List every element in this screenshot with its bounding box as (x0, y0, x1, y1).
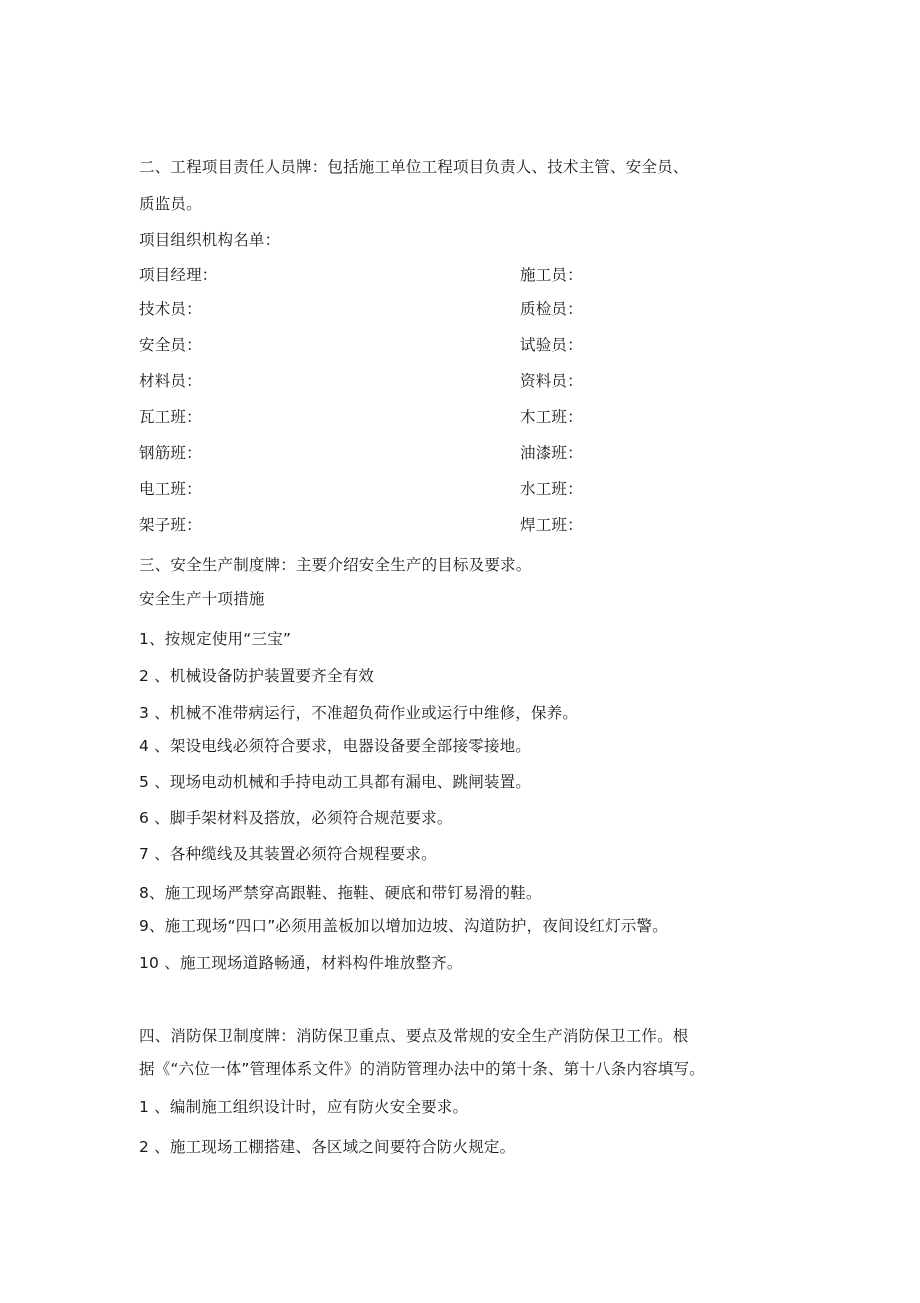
section3-heading: 三、安全生产制度牌：主要介绍安全生产的目标及要求。 (139, 556, 532, 574)
roster-left-6: 电工班： (139, 480, 202, 498)
measure-item-2: 2 、机械设备防护装置要齐全有效 (139, 667, 374, 685)
section2-heading-line1: 二、工程项目责任人员牌：包括施工单位工程项目负责人、技术主管、安全员、 (139, 158, 689, 176)
roster-right-2: 试验员： (520, 336, 583, 354)
roster-left-0: 项目经理： (139, 266, 218, 284)
roster-right-4: 木工班： (520, 408, 583, 426)
measure-item-3: 3 、机械不准带病运行，不准超负荷作业或运行中维修，保养。 (139, 704, 579, 722)
section4-heading-line1: 四、消防保卫制度牌：消防保卫重点、要点及常规的安全生产消防保卫工作。根 (139, 1027, 689, 1045)
roster-left-7: 架子班： (139, 516, 202, 534)
roster-left-4: 瓦工班： (139, 408, 202, 426)
measure-item-9: 9、施工现场“四口”必须用盖板加以增加边坡、沟道防护，夜间设红灯示警。 (139, 917, 668, 935)
measure-item-6: 6 、脚手架材料及搭放，必须符合规范要求。 (139, 809, 453, 827)
roster-right-1: 质检员： (520, 300, 583, 318)
measure-item-8: 8、施工现场严禁穿高跟鞋、拖鞋、硬底和带钉易滑的鞋。 (139, 884, 542, 902)
measure-item-10: 10 、施工现场道路畅通，材料构件堆放整齐。 (139, 954, 463, 972)
measure-item-7: 7 、各种缆线及其装置必须符合规程要求。 (139, 845, 437, 863)
roster-right-3: 资料员： (520, 372, 583, 390)
roster-right-6: 水工班： (520, 480, 583, 498)
roster-left-1: 技术员： (139, 300, 202, 318)
measure-item-5: 5 、现场电动机械和手持电动工具都有漏电、跳闸装置。 (139, 773, 531, 791)
roster-title: 项目组织机构名单： (139, 231, 281, 249)
roster-right-7: 焊工班： (520, 516, 583, 534)
roster-left-2: 安全员： (139, 336, 202, 354)
roster-right-5: 油漆班： (520, 444, 583, 462)
measure-item-4: 4 、架设电线必须符合要求，电器设备要全部接零接地。 (139, 737, 531, 755)
section4-heading-line2: 据《“六位一体”管理体系文件》的消防管理办法中的第十条、第十八条内容填写。 (139, 1060, 705, 1078)
section2-heading-line2: 质监员。 (139, 195, 202, 213)
roster-left-5: 钢筋班： (139, 444, 202, 462)
roster-right-0: 施工员： (520, 266, 583, 284)
roster-left-3: 材料员： (139, 372, 202, 390)
fire-item-1: 1 、编制施工组织设计时，应有防火安全要求。 (139, 1098, 469, 1116)
measure-item-1: 1、按规定使用“三宝” (139, 630, 292, 648)
section3-subtitle: 安全生产十项措施 (139, 590, 265, 608)
fire-item-2: 2 、施工现场工棚搭建、各区域之间要符合防火规定。 (139, 1138, 516, 1156)
